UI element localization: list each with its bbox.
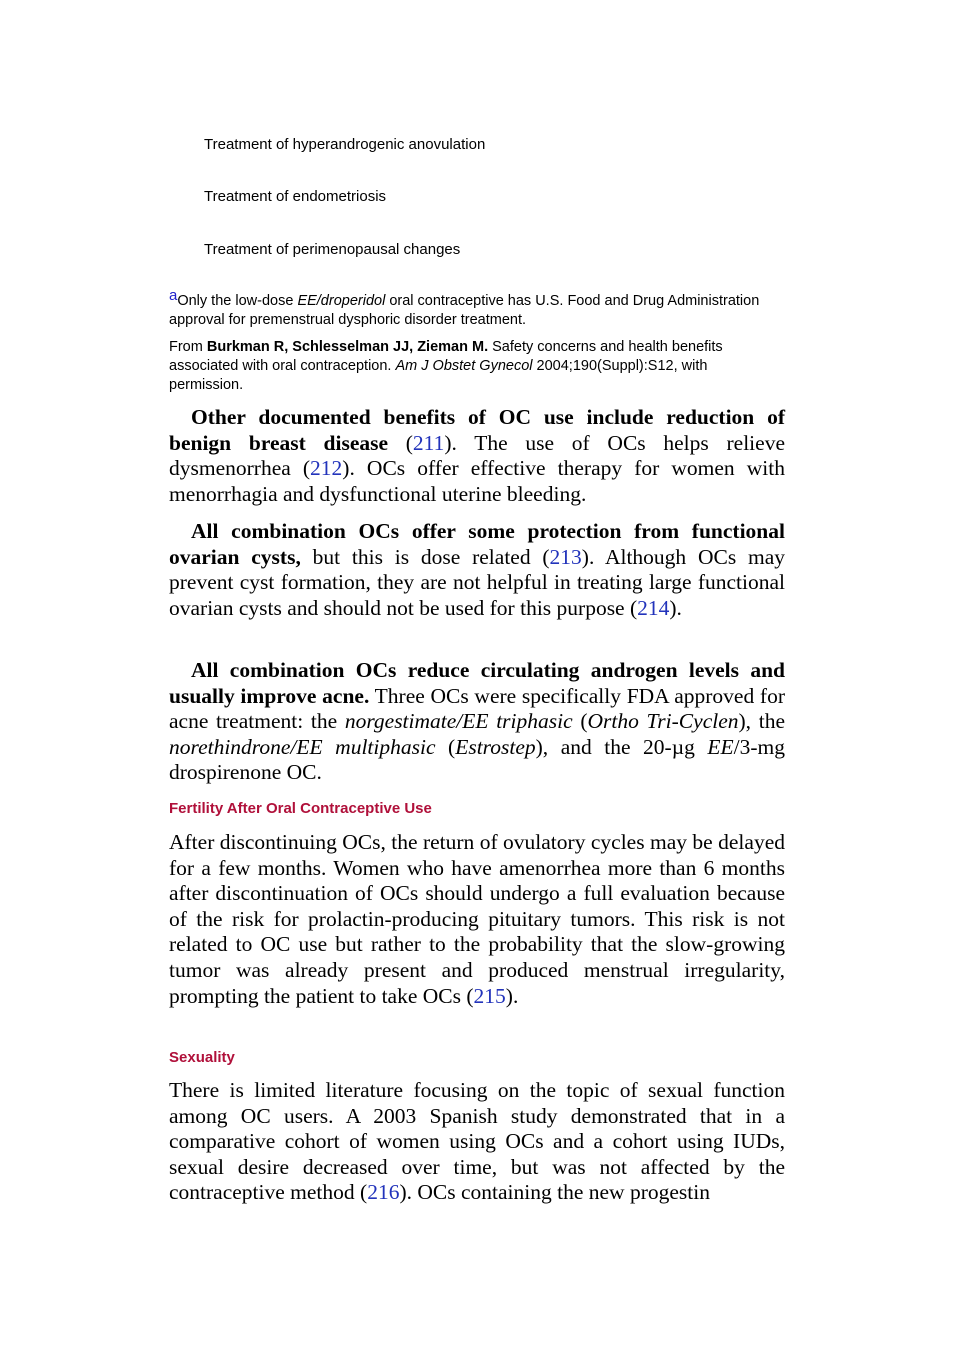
drug-brand: Ortho Tri-Cyclen [587, 709, 739, 734]
paragraph-text: After discontinuing OCs, the return of ovulatory cycles may be delayed for a few months. Women who have amenorrhea more than 6 months after discontinuation of OCs should undergo a full evaluation because of the risk for prolactin-producing pituitary tumors. This risk is not related to OC use but rather to the probability that the slow-growing tumor was already present and produced menstrual irregularity, prompting the patient to take OCs ( [169, 830, 785, 1008]
source-journal: Am J Obstet Gynecol [395, 358, 533, 374]
footnote-marker: a [169, 287, 178, 304]
reference-link[interactable]: 214 [637, 595, 670, 620]
paragraph-text: ), the [738, 709, 785, 734]
paragraph-text: ). The use of OCs helps relieve dysmenorrhea ( [169, 430, 785, 481]
reference-link[interactable]: 216 [367, 1180, 400, 1205]
paragraph-acne [169, 658, 785, 786]
paragraph-lead: All combination OCs reduce circulating androgen levels and usually improve acne. [169, 658, 785, 708]
reference-link[interactable]: 212 [310, 456, 343, 481]
paragraph-text: ). OCs offer effective therapy for women with menorrhagia and dysfunctional uterine bleeding. [169, 456, 785, 506]
source-title: Safety concerns and health benefits associated with oral contraception. [169, 339, 723, 374]
list-item: Treatment of endometriosis [204, 188, 387, 205]
paragraph-text: Three OCs were specifically FDA approved for acne treatment: the [169, 683, 785, 734]
paragraph-lead: All combination OCs offer some protection from functional ovarian cysts, [169, 519, 785, 569]
section-heading-sexuality: Sexuality [169, 1049, 235, 1066]
list-item: Treatment of hyperandrogenic anovulation [204, 136, 486, 153]
paragraph-text: ). [669, 595, 682, 620]
footnote-text-pre: Only the low-dose [177, 293, 298, 309]
paragraph-text: There is limited literature focusing on the topic of sexual function among OC users. A 2003 Spanish study demonstrated that in a comparative cohort of women using OCs and a cohort using IUDs, sexual desire decreased over time, but was not affected by the contraceptive method ( [169, 1078, 785, 1205]
drug-name: norethindrone/EE multiphasic [169, 734, 436, 759]
drug-brand: Estrostep [455, 734, 536, 759]
reference-link[interactable]: 211 [412, 430, 445, 455]
table-source [169, 338, 769, 395]
table-footnote [169, 286, 769, 330]
paragraph-text: but this is dose related ( [300, 544, 550, 569]
paragraph-text: ). Although OCs may prevent cyst formation, they are not helpful in treating large functional ovarian cysts and should not be used for this purpose ( [169, 544, 785, 620]
paragraph-text: ( [388, 430, 413, 455]
paragraph-text: ( [435, 734, 456, 759]
source-authors: Burkman R, Schlesselman JJ, Zieman M. [206, 339, 489, 355]
paragraph-text: ( [572, 709, 588, 734]
reference-link[interactable]: 213 [549, 544, 582, 569]
list-item: Treatment of perimenopausal changes [204, 241, 461, 258]
paragraph-text: ). OCs containing the new progestin [399, 1180, 710, 1205]
footnote-text-post: oral contraceptive has U.S. Food and Drug Administration approval for premenstrual dysphoric disorder treatment. [169, 293, 760, 328]
paragraph-fertility [169, 830, 785, 1009]
paragraph-text: ). [505, 983, 519, 1008]
paragraph-text: /3-mg drospirenone OC. [169, 734, 785, 785]
paragraph-lead: Other documented benefits of OC use include reduction of benign breast disease [169, 405, 785, 455]
source-prefix: From [169, 339, 207, 355]
paragraph-ovarian-cysts [169, 519, 785, 621]
paragraph-breast-disease [169, 405, 785, 507]
paragraph-text: ), and the 20-µg [535, 734, 708, 759]
source-citation: 2004;190(Suppl):S12, with permission. [169, 358, 708, 393]
reference-link[interactable]: 215 [473, 983, 506, 1008]
drug-name: EE [707, 734, 734, 759]
drug-name: norgestimate/EE triphasic [344, 709, 573, 734]
section-heading-fertility: Fertility After Oral Contraceptive Use [169, 800, 432, 817]
paragraph-sexuality [169, 1078, 785, 1206]
footnote-drug: EE/droperidol [297, 293, 386, 309]
